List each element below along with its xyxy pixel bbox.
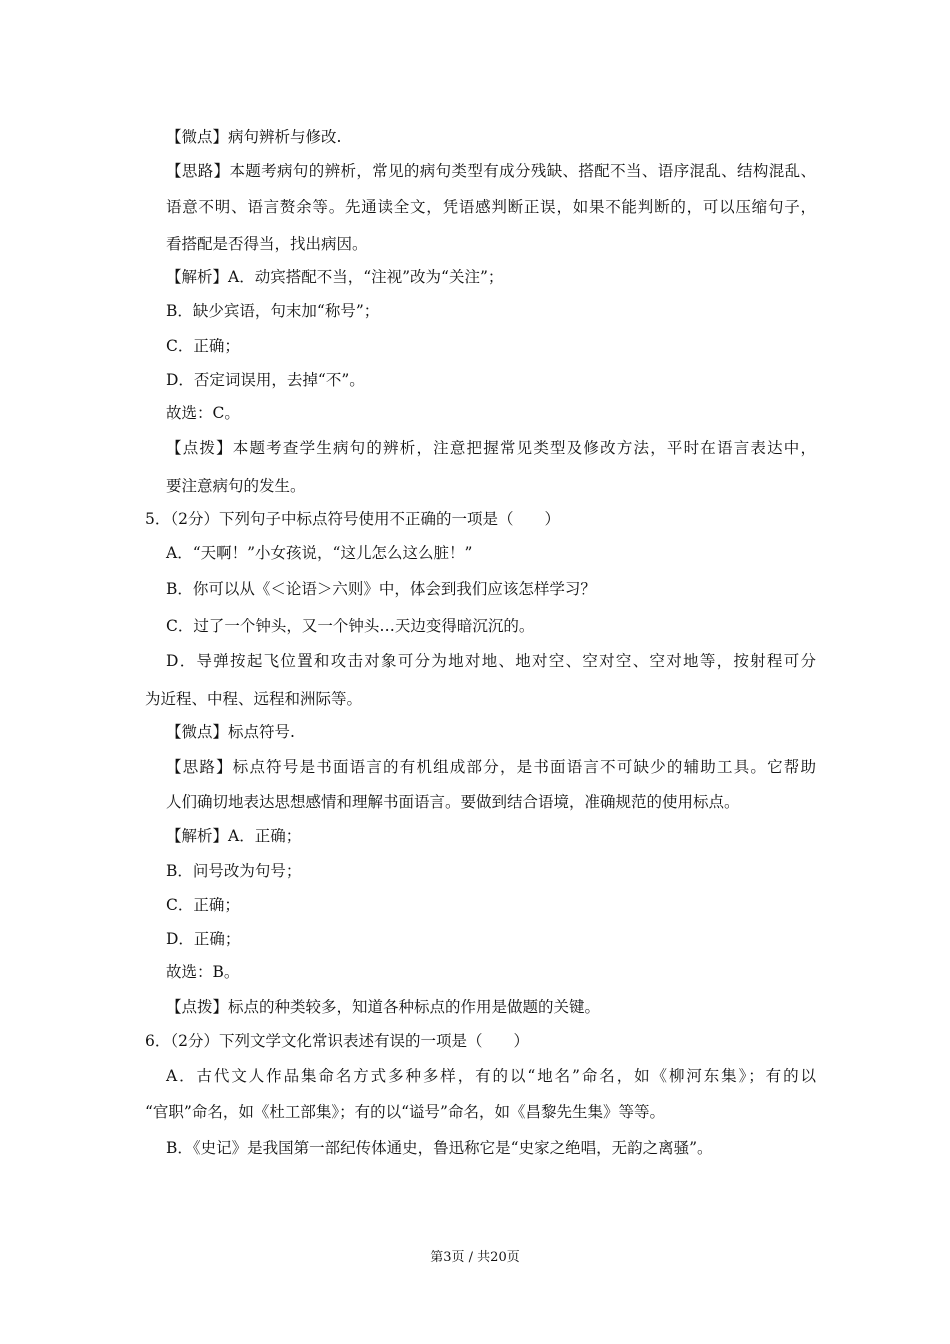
- option-c: C．过了一个钟头，又一个钟头…天边变得暗沉沉的。: [166, 617, 535, 635]
- text-line: 为近程、中程、远程和洲际等。: [145, 690, 363, 708]
- analysis-explanation: 【解析】A．正确；: [166, 827, 302, 845]
- option-a: A．“天啊！”小女孩说，“这儿怎么这么脏！”: [166, 544, 473, 562]
- analysis-topic: 【微点】病句辨析与修改.: [166, 128, 342, 146]
- text-line: B．缺少宾语，句末加“称号”；: [166, 302, 380, 320]
- text-line: “官职”命名，如《杜工部集》；有的以“谥号”命名，如《昌黎先生集》等等。: [145, 1103, 665, 1121]
- analysis-tip: 【点拨】本题考查学生病句的辨析，注意把握常见类型及修改方法，平时在语言表达中，: [166, 439, 816, 457]
- analysis-approach: 【思路】本题考病句的辨析，常见的病句类型有成分残缺、搭配不当、语序混乱、结构混乱、: [166, 162, 816, 180]
- question-5: 5．（2分）下列句子中标点符号使用不正确的一项是（ ）: [145, 510, 560, 528]
- text-line: B．问号改为句号；: [166, 862, 302, 880]
- text-line: D．否定词误用，去掉“不”。: [166, 371, 365, 389]
- analysis-topic: 【微点】标点符号.: [166, 723, 295, 741]
- analysis-approach: 【思路】标点符号是书面语言的有机组成部分，是书面语言不可缺少的辅助工具。它帮助: [166, 758, 816, 776]
- text-line: 看搭配是否得当，找出病因。: [166, 235, 368, 253]
- option-b: B．《史记》是我国第一部纪传体通史，鲁迅称它是“史家之绝唱，无韵之离骚”。: [166, 1139, 713, 1157]
- text-line: 人们确切地表达思想感情和理解书面语言。要做到结合语境，准确规范的使用标点。: [166, 793, 740, 811]
- question-6: 6．（2分）下列文学文化常识表述有误的一项是（ ）: [145, 1032, 529, 1050]
- text-line: C．正确；: [166, 337, 240, 355]
- option-b: B．你可以从《＜论语＞六则》中，体会到我们应该怎样学习？: [166, 580, 596, 598]
- text-line: 要注意病句的发生。: [166, 477, 306, 495]
- answer: 故选：B。: [166, 963, 240, 981]
- analysis-explanation: 【解析】A．动宾搭配不当，“注视”改为“关注”；: [166, 268, 504, 286]
- page-footer: 第3页 / 共20页: [430, 1250, 520, 1265]
- option-a: A．古代文人作品集命名方式多种多样，有的以“地名”命名，如《柳河东集》；有的以: [166, 1067, 816, 1085]
- option-d: D．导弹按起飞位置和攻击对象可分为地对地、地对空、空对空、空对地等，按射程可分: [166, 652, 816, 670]
- text-line: 语意不明、语言赘余等。先通读全文，凭语感判断正误，如果不能判断的，可以压缩句子，: [166, 198, 816, 216]
- answer: 故选：C。: [166, 404, 240, 422]
- text-line: C．正确；: [166, 896, 240, 914]
- text-line: D．正确；: [166, 930, 241, 948]
- analysis-tip: 【点拨】标点的种类较多，知道各种标点的作用是做题的关键。: [166, 998, 601, 1016]
